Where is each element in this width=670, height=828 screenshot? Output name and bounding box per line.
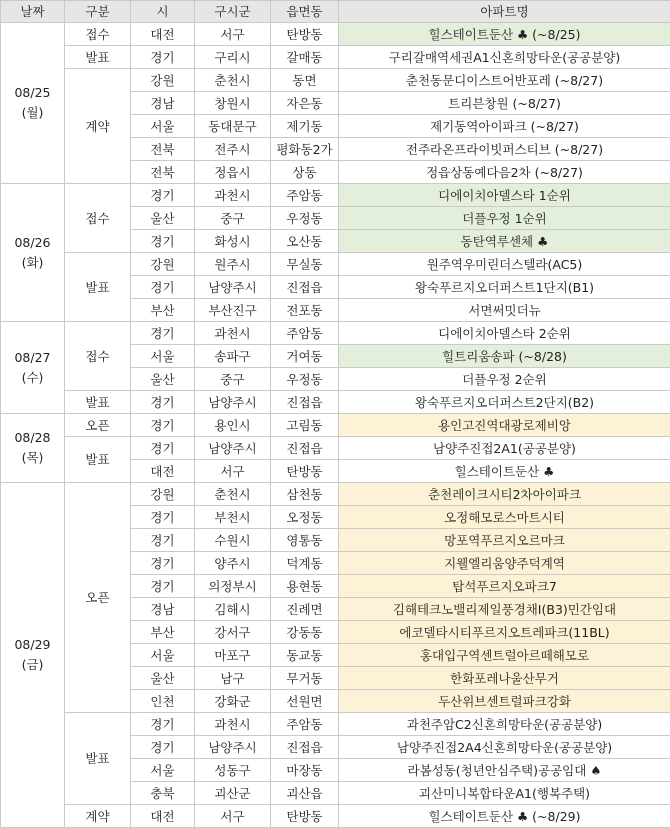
si-cell: 전북: [131, 161, 195, 184]
dong-cell: 오산동: [271, 230, 339, 253]
si-cell: 울산: [131, 207, 195, 230]
si-cell: 경기: [131, 529, 195, 552]
district-cell: 중구: [195, 368, 271, 391]
district-cell: 과천시: [195, 322, 271, 345]
date-cell: [1, 483, 65, 828]
si-cell: 서울: [131, 759, 195, 782]
dong-cell: 우정동: [271, 368, 339, 391]
apartment-name-cell: 오정해모로스마트시티: [339, 506, 670, 529]
date-cell: [1, 23, 65, 184]
table-row: [1, 414, 670, 437]
table-row: [1, 322, 670, 345]
dong-cell: 진접읍: [271, 437, 339, 460]
si-cell: 경기: [131, 736, 195, 759]
type-cell: 접수: [65, 322, 131, 391]
header-dong: 읍면동: [271, 1, 339, 23]
si-cell: 경기: [131, 391, 195, 414]
table-row: [1, 46, 670, 69]
type-cell: 계약: [65, 805, 131, 828]
dong-cell: 평화동2가: [271, 138, 339, 161]
apartment-name-cell: 트리븐창원 (~8/27): [339, 92, 670, 115]
apartment-name-cell: 힐스테이트둔산 ♣ (~8/29): [339, 805, 670, 828]
dong-cell: 덕계동: [271, 552, 339, 575]
dong-cell: 진접읍: [271, 391, 339, 414]
si-cell: 서울: [131, 345, 195, 368]
district-cell: 용인시: [195, 414, 271, 437]
date-text: 08/25: [1, 83, 64, 103]
district-cell: 성동구: [195, 759, 271, 782]
district-cell: 과천시: [195, 184, 271, 207]
apartment-name-cell: 두산위브센트럴파크강화: [339, 690, 670, 713]
date-text: 08/28: [1, 428, 64, 448]
district-cell: 남양주시: [195, 391, 271, 414]
district-cell: 남구: [195, 667, 271, 690]
dong-cell: 무거동: [271, 667, 339, 690]
si-cell: 강원: [131, 69, 195, 92]
apartment-name-cell: 디에이치아델스타 1순위: [339, 184, 670, 207]
si-cell: 경기: [131, 322, 195, 345]
si-cell: 대전: [131, 460, 195, 483]
table-body: [1, 23, 670, 828]
type-cell: 발표: [65, 713, 131, 805]
si-cell: 부산: [131, 299, 195, 322]
district-cell: 구리시: [195, 46, 271, 69]
header-si: 시: [131, 1, 195, 23]
dong-cell: 선원면: [271, 690, 339, 713]
apartment-name-cell: 정읍상동예다음2차 (~8/27): [339, 161, 670, 184]
si-cell: 경기: [131, 437, 195, 460]
date-cell: [1, 322, 65, 414]
dong-cell: 마장동: [271, 759, 339, 782]
table-row: [1, 184, 670, 207]
date-text: 08/26: [1, 233, 64, 253]
dong-cell: 동면: [271, 69, 339, 92]
apartment-name-cell: 김해테크노밸리제일풍경채Ⅰ(B3)민간임대: [339, 598, 670, 621]
si-cell: 서울: [131, 115, 195, 138]
district-cell: 과천시: [195, 713, 271, 736]
apartment-name-cell: 춘천동문디이스트어반포레 (~8/27): [339, 69, 670, 92]
dong-cell: 자은동: [271, 92, 339, 115]
apartment-name-cell: 제기동역아이파크 (~8/27): [339, 115, 670, 138]
weekday-text: (목): [1, 448, 64, 468]
apartment-name-cell: 힐스테이트둔산 ♣ (~8/25): [339, 23, 670, 46]
type-cell: 접수: [65, 184, 131, 253]
si-cell: 경기: [131, 46, 195, 69]
apartment-name-cell: 홍대입구역센트럴아르떼해모로: [339, 644, 670, 667]
date-cell: [1, 184, 65, 322]
si-cell: 경기: [131, 276, 195, 299]
apartment-name-cell: 전주라온프라이빗퍼스티브 (~8/27): [339, 138, 670, 161]
district-cell: 강서구: [195, 621, 271, 644]
table-row: [1, 805, 670, 828]
si-cell: 경기: [131, 552, 195, 575]
district-cell: 서구: [195, 460, 271, 483]
district-cell: 정읍시: [195, 161, 271, 184]
dong-cell: 전포동: [271, 299, 339, 322]
apartment-name-cell: 과천주암C2신혼희망타운(공공분양): [339, 713, 670, 736]
type-cell: 접수: [65, 23, 131, 46]
apartment-name-cell: 원주역우미린더스텔라(AC5): [339, 253, 670, 276]
type-cell: 발표: [65, 253, 131, 322]
dong-cell: 용현동: [271, 575, 339, 598]
apartment-name-cell: 더플우정 2순위: [339, 368, 670, 391]
district-cell: 춘천시: [195, 483, 271, 506]
apartment-name-cell: 구리갈매역세권A1신혼희망타운(공공분양): [339, 46, 670, 69]
si-cell: 경기: [131, 414, 195, 437]
si-cell: 대전: [131, 805, 195, 828]
apartment-name-cell: 춘천레이크시티2차아이파크: [339, 483, 670, 506]
dong-cell: 강동동: [271, 621, 339, 644]
district-cell: 부천시: [195, 506, 271, 529]
apartment-name-cell: 힐스테이트둔산 ♣: [339, 460, 670, 483]
si-cell: 대전: [131, 23, 195, 46]
district-cell: 부산진구: [195, 299, 271, 322]
si-cell: 경기: [131, 184, 195, 207]
dong-cell: 제기동: [271, 115, 339, 138]
district-cell: 김해시: [195, 598, 271, 621]
header-apartment: 아파트명: [339, 1, 670, 23]
si-cell: 서울: [131, 644, 195, 667]
weekday-text: (금): [1, 655, 64, 675]
district-cell: 화성시: [195, 230, 271, 253]
apartment-name-cell: 디에이치아델스타 2순위: [339, 322, 670, 345]
table-row: [1, 23, 670, 46]
si-cell: 강원: [131, 253, 195, 276]
weekday-text: (화): [1, 253, 64, 273]
dong-cell: 진접읍: [271, 736, 339, 759]
dong-cell: 주암동: [271, 184, 339, 207]
table-row: [1, 391, 670, 414]
district-cell: 송파구: [195, 345, 271, 368]
apartment-name-cell: 에코델타시티푸르지오트레파크(11BL): [339, 621, 670, 644]
dong-cell: 탄방동: [271, 805, 339, 828]
apartment-name-cell: 남양주진접2A4신혼희망타운(공공분양): [339, 736, 670, 759]
district-cell: 원주시: [195, 253, 271, 276]
table-header: [1, 1, 670, 23]
dong-cell: 오정동: [271, 506, 339, 529]
district-cell: 창원시: [195, 92, 271, 115]
date-cell: [1, 414, 65, 483]
district-cell: 서구: [195, 805, 271, 828]
dong-cell: 진례면: [271, 598, 339, 621]
si-cell: 부산: [131, 621, 195, 644]
dong-cell: 동교동: [271, 644, 339, 667]
dong-cell: 무실동: [271, 253, 339, 276]
table-row: [1, 437, 670, 460]
dong-cell: 우정동: [271, 207, 339, 230]
si-cell: 울산: [131, 667, 195, 690]
apartment-name-cell: 동탄역루센체 ♣: [339, 230, 670, 253]
si-cell: 경기: [131, 713, 195, 736]
dong-cell: 갈매동: [271, 46, 339, 69]
type-cell: 계약: [65, 69, 131, 184]
district-cell: 전주시: [195, 138, 271, 161]
si-cell: 강원: [131, 483, 195, 506]
weekday-text: (월): [1, 103, 64, 123]
si-cell: 경기: [131, 230, 195, 253]
dong-cell: 진접읍: [271, 276, 339, 299]
type-cell: 발표: [65, 391, 131, 414]
apartment-name-cell: 힐트리움송파 (~8/28): [339, 345, 670, 368]
dong-cell: 탄방동: [271, 23, 339, 46]
header-gu: 구시군: [195, 1, 271, 23]
si-cell: 경남: [131, 92, 195, 115]
si-cell: 경기: [131, 506, 195, 529]
si-cell: 전북: [131, 138, 195, 161]
si-cell: 충북: [131, 782, 195, 805]
dong-cell: 주암동: [271, 713, 339, 736]
district-cell: 의정부시: [195, 575, 271, 598]
apartment-name-cell: 한화포레나울산무거: [339, 667, 670, 690]
dong-cell: 상동: [271, 161, 339, 184]
apartment-name-cell: 탑석푸르지오파크7: [339, 575, 670, 598]
district-cell: 수원시: [195, 529, 271, 552]
table-row: [1, 253, 670, 276]
apartment-name-cell: 남양주진접2A1(공공분양): [339, 437, 670, 460]
apartment-name-cell: 서면써밋더뉴: [339, 299, 670, 322]
district-cell: 중구: [195, 207, 271, 230]
dong-cell: 영통동: [271, 529, 339, 552]
dong-cell: 탄방동: [271, 460, 339, 483]
date-text: 08/27: [1, 348, 64, 368]
district-cell: 남양주시: [195, 437, 271, 460]
table-row: [1, 713, 670, 736]
district-cell: 동대문구: [195, 115, 271, 138]
dong-cell: 고림동: [271, 414, 339, 437]
type-cell: 오픈: [65, 483, 131, 713]
apartment-name-cell: 왕숙푸르지오더퍼스트1단지(B1): [339, 276, 670, 299]
apartment-name-cell: 지웰엘리움양주덕계역: [339, 552, 670, 575]
header-date: 날짜: [1, 1, 65, 23]
dong-cell: 주암동: [271, 322, 339, 345]
apartment-name-cell: 괴산미니복합타운A1(행복주택): [339, 782, 670, 805]
dong-cell: 삼천동: [271, 483, 339, 506]
type-cell: 발표: [65, 437, 131, 483]
weekday-text: (수): [1, 368, 64, 388]
dong-cell: 괴산읍: [271, 782, 339, 805]
si-cell: 울산: [131, 368, 195, 391]
apartment-name-cell: 더플우정 1순위: [339, 207, 670, 230]
district-cell: 남양주시: [195, 276, 271, 299]
dong-cell: 거여동: [271, 345, 339, 368]
apartment-name-cell: 망포역푸르지오르마크: [339, 529, 670, 552]
header-type: 구분: [65, 1, 131, 23]
table-row: [1, 483, 670, 506]
type-cell: 발표: [65, 46, 131, 69]
table-row: [1, 69, 670, 92]
si-cell: 인천: [131, 690, 195, 713]
district-cell: 강화군: [195, 690, 271, 713]
si-cell: 경기: [131, 575, 195, 598]
district-cell: 마포구: [195, 644, 271, 667]
apartment-name-cell: 왕숙푸르지오더퍼스트2단지(B2): [339, 391, 670, 414]
si-cell: 경남: [131, 598, 195, 621]
district-cell: 양주시: [195, 552, 271, 575]
type-cell: 오픈: [65, 414, 131, 437]
district-cell: 남양주시: [195, 736, 271, 759]
district-cell: 춘천시: [195, 69, 271, 92]
district-cell: 서구: [195, 23, 271, 46]
date-text: 08/29: [1, 635, 64, 655]
district-cell: 괴산군: [195, 782, 271, 805]
apartment-name-cell: 라봄성동(청년안심주택)공공임대 ♠: [339, 759, 670, 782]
apartment-name-cell: 용인고진역대광로제비앙: [339, 414, 670, 437]
